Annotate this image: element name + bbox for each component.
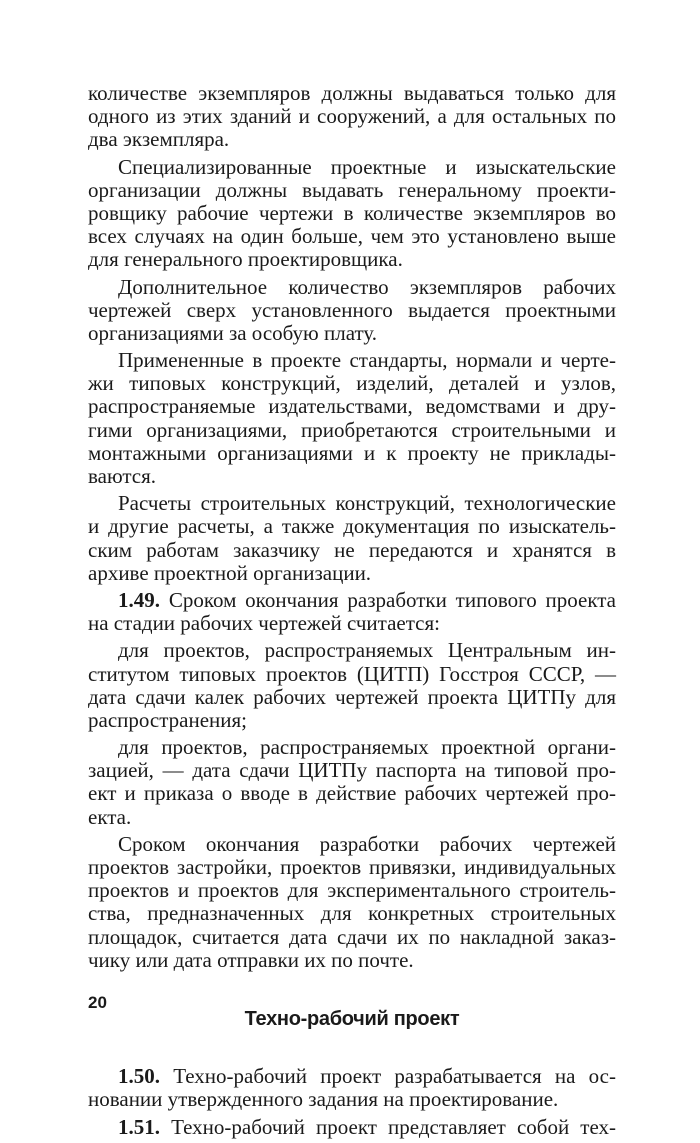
paragraph bbox=[88, 1065, 616, 1111]
text-line: гими организациями, приобретаются строительными и bbox=[88, 417, 616, 442]
text-line: Расчеты строительных конструкций, технологические bbox=[118, 491, 616, 516]
body-text bbox=[88, 82, 616, 972]
text-line: для проектов, распространяемых Центральным ин- bbox=[118, 638, 616, 663]
paragraph bbox=[88, 156, 616, 272]
line-text: Техно-рабочий проект разрабатывается на ос- bbox=[173, 1064, 617, 1089]
text-line: ститутом типовых проектов (ЦИТП) Госстроя СССР, — bbox=[88, 661, 616, 686]
text-line: для генерального проектировщика. bbox=[88, 247, 403, 272]
text-line: всех случаях на один больше, чем это установлено выше bbox=[88, 224, 616, 249]
text-line: и другие расчеты, а также документация по изыскатель- bbox=[88, 514, 616, 539]
paragraph bbox=[88, 276, 616, 346]
text-line: количестве экземпляров должны выдаваться только для bbox=[88, 81, 616, 105]
text-line: зацией, — дата сдачи ЦИТПу паспорта на типовой про- bbox=[88, 758, 616, 783]
paragraph bbox=[88, 589, 616, 635]
text-line: ским работам заказчику не передаются и хранятся в bbox=[88, 537, 616, 562]
text-line: на стадии рабочих чертежей считается: bbox=[88, 611, 440, 636]
document-page bbox=[88, 82, 616, 1143]
text-line: ровщику рабочие чертежи в количестве экземпляров во bbox=[88, 200, 616, 225]
text-line: для проектов, распространяемых проектной органи- bbox=[118, 735, 616, 760]
paragraph bbox=[88, 82, 616, 152]
text-line: чертежей сверх установленного выдается проектными bbox=[88, 297, 616, 322]
line-text: Сроком окончания разработки типового проекта bbox=[168, 587, 617, 612]
paragraph bbox=[88, 639, 616, 732]
text-line: распространяемые издательствами, ведомствами и дру- bbox=[88, 394, 616, 419]
text-line: Примененные в проекте стандарты, нормали и черте- bbox=[118, 348, 616, 373]
text-line: ваются. bbox=[88, 464, 157, 488]
clause-number: 1.51. bbox=[118, 1114, 160, 1139]
text-line: два экземпляра. bbox=[88, 127, 230, 152]
text-line: новании утвержденного задания на проектирование. bbox=[88, 1087, 559, 1112]
text-line: Специализированные проектные и изыскательские bbox=[118, 154, 616, 179]
text-line: проектов застройки, проектов привязки, индивидуальных bbox=[88, 855, 616, 879]
text-line: екта. bbox=[88, 804, 132, 829]
text-line: чику или дата отправки их по почте. bbox=[88, 947, 414, 972]
paragraph bbox=[88, 349, 616, 488]
section-text bbox=[88, 1065, 616, 1139]
paragraph bbox=[88, 492, 616, 585]
text-line: монтажными организациями и к проекту не приклады- bbox=[88, 440, 616, 465]
text-line: ект и приказа о вводе в действие рабочих чертежей про- bbox=[88, 781, 616, 806]
text-line: дата сдачи калек рабочих чертежей проекта ЦИТПу для bbox=[88, 684, 616, 709]
text-line bbox=[88, 589, 616, 612]
section-heading: Техно-рабочий проект bbox=[244, 1007, 460, 1030]
text-line: площадок, считается дата сдачи их по накладной заказ- bbox=[88, 924, 616, 949]
text-line: жи типовых конструкций, изделий, деталей и узлов, bbox=[88, 371, 616, 396]
text-line: архиве проектной организации. bbox=[88, 560, 372, 585]
text-line: проектов и проектов для экспериментального строитель- bbox=[88, 878, 616, 903]
paragraph bbox=[88, 736, 616, 829]
line-text: Техно-рабочий проект представляет собой тех- bbox=[171, 1114, 617, 1139]
clause-number: 1.49. bbox=[118, 587, 160, 612]
text-line: Дополнительное количество экземпляров рабочих bbox=[118, 274, 616, 299]
text-line: Сроком окончания разработки рабочих чертежей bbox=[118, 831, 616, 856]
text-line: организациями за особую плату. bbox=[88, 320, 378, 345]
text-line: ства, предназначенных для конкретных строительных bbox=[88, 901, 616, 926]
text-line: одного из этих зданий и сооружений, а для остальных по bbox=[88, 104, 616, 129]
clause-number: 1.50. bbox=[118, 1064, 160, 1089]
paragraph bbox=[88, 833, 616, 972]
text-line: организации должны выдавать генеральному проекти- bbox=[88, 177, 616, 202]
text-line bbox=[88, 1116, 616, 1139]
paragraph bbox=[88, 1116, 616, 1139]
page-number: 20 bbox=[88, 993, 107, 1012]
text-line: распространения; bbox=[88, 707, 248, 732]
